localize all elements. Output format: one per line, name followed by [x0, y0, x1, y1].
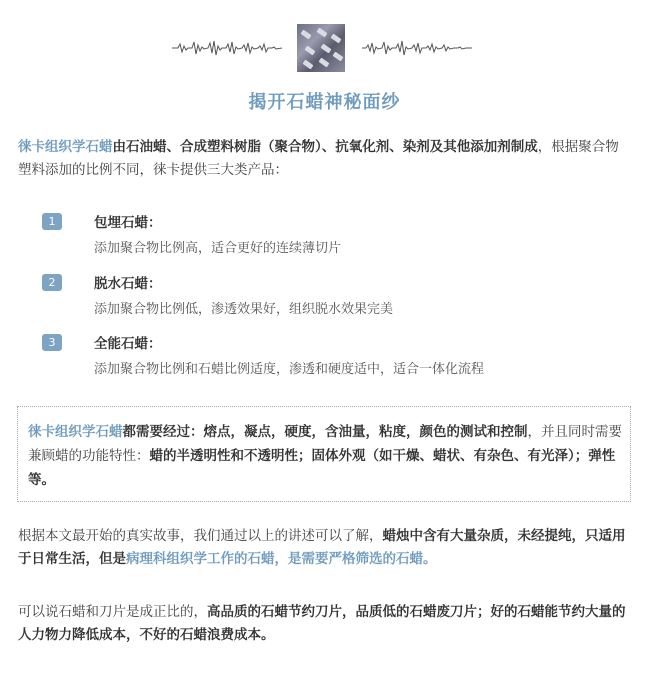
- product-title: 全能石蜡：: [94, 336, 162, 352]
- brand-name: 徕卡组织学石蜡: [28, 424, 123, 440]
- soundwave-icon: [172, 38, 282, 58]
- box-text: ，并且同时需要兼顾蜡的功能特性：: [28, 424, 622, 464]
- product-desc: 添加聚合物比例低，渗透效果好，组织脱水效果完美: [94, 302, 394, 317]
- header: [0, 12, 649, 64]
- product-title: 包埋石蜡：: [94, 215, 162, 231]
- conclusion-text: 根据本文最开始的真实故事，我们通过以上的讲述可以了解，: [18, 528, 383, 544]
- soundwave-icon: [362, 38, 472, 58]
- intro-bold-text: 由石油蜡、合成塑料树脂（聚合物）、抗氧化剂、染剂及其他添加剂制成: [112, 139, 538, 155]
- product-desc: 添加聚合物比例和石蜡比例适度，渗透和硬度适中，适合一体化流程: [94, 362, 485, 377]
- product-desc: 添加聚合物比例高，适合更好的连续薄切片: [94, 241, 342, 256]
- number-badge: 1: [42, 213, 62, 230]
- number-badge: 3: [42, 334, 62, 351]
- intro-paragraph: [18, 136, 630, 182]
- wax-block-photo: [297, 24, 345, 72]
- product-title: 脱水石蜡：: [94, 276, 162, 292]
- summary-bold-text: 高品质的石蜡节约刀片，品质低的石蜡废刀片；好的石蜡能节约大量的人力物力降低成本，不好的石蜡浪费成本。: [18, 604, 626, 643]
- box-bold-text: 都需要经过：熔点，凝点，硬度，含油量，粘度，颜色的测试和控制: [122, 424, 528, 440]
- page-title: 揭开石蜡神秘面纱: [248, 92, 401, 113]
- conclusion-bold-text: 蜡烛中含有大量杂质，未经提纯，只适用于日常生活，但是: [18, 528, 626, 567]
- box-bold-text: 蜡的半透明性和不透明性；固体外观（如干燥、蜡状、有杂色、有光泽）；弹性等。: [28, 448, 616, 488]
- summary-paragraph: [18, 601, 630, 647]
- conclusion-highlight: 病理科组织学工作的石蜡，是需要严格筛选的石蜡。: [126, 551, 437, 567]
- number-badge: 2: [42, 274, 62, 291]
- summary-text: 可以说石蜡和刀片是成正比的，: [18, 604, 207, 620]
- intro-text: ，根据聚合物塑料添加的比例不同，徕卡提供三大类产品：: [18, 139, 619, 178]
- conclusion-paragraph: [18, 525, 630, 571]
- info-box-text: [28, 420, 622, 492]
- info-box: [17, 406, 631, 502]
- brand-name: 徕卡组织学石蜡: [18, 139, 113, 155]
